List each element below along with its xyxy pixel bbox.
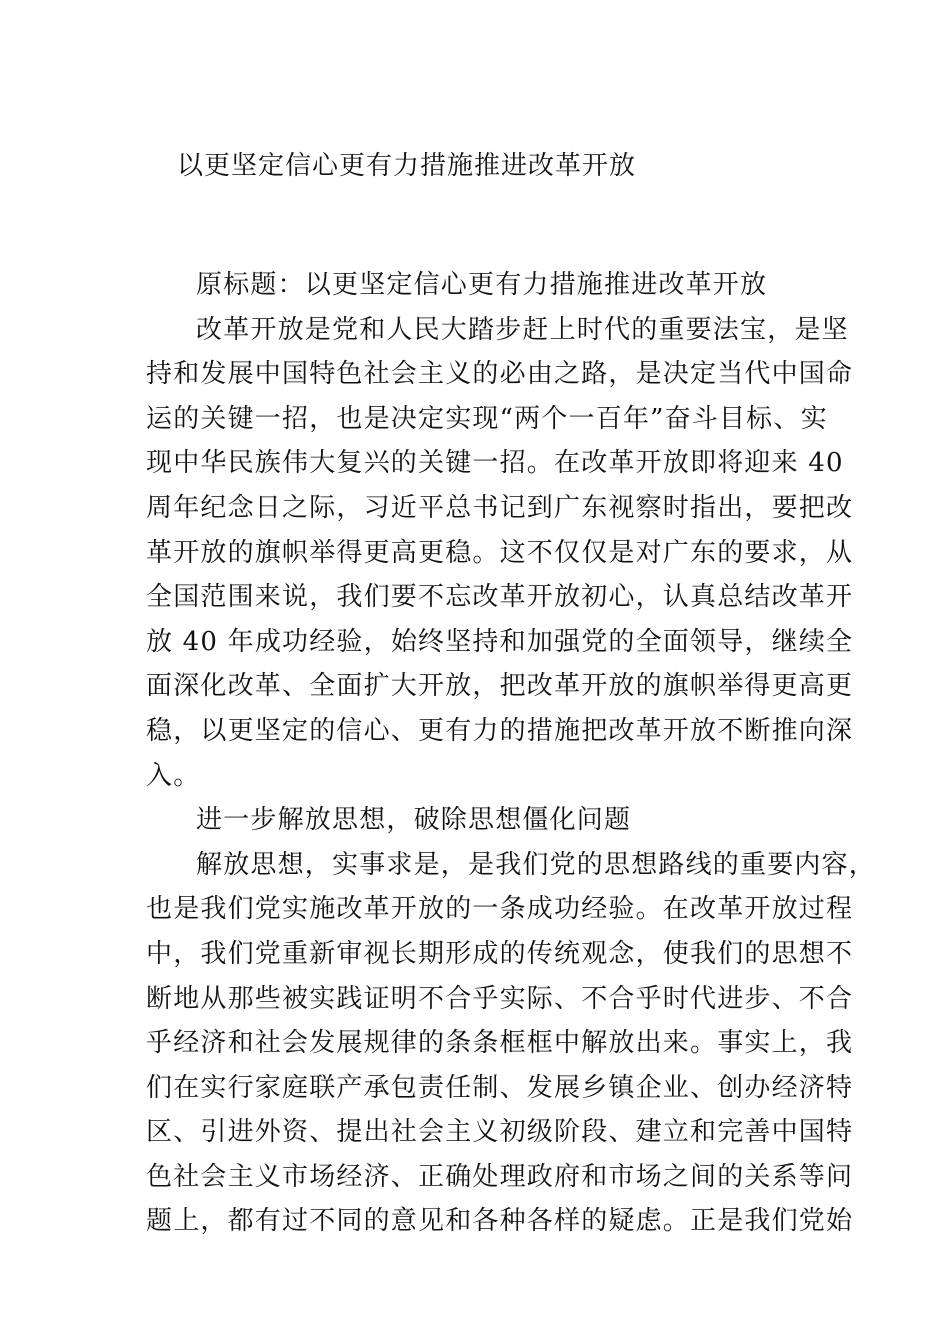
text-line: 题上，都有过不同的意见和各种各样的疑虑。正是我们党始 bbox=[146, 1206, 854, 1237]
text-line: 放 40 年成功经验，始终坚持和加强党的全面领导，继续全 bbox=[146, 626, 854, 657]
text-line: 中，我们党重新审视长期形成的传统观念，使我们的思想不 bbox=[146, 938, 854, 969]
text-line: 入。 bbox=[146, 760, 201, 791]
text-line: 色社会主义市场经济、正确处理政府和市场之间的关系等问 bbox=[146, 1161, 854, 1192]
text-line: 断地从那些被实践证明不合乎实际、不合乎时代进步、不合 bbox=[146, 983, 854, 1014]
text-line: 全国范围来说，我们要不忘改革开放初心，认真总结改革开 bbox=[146, 582, 854, 613]
text-line: 周年纪念日之际，习近平总书记到广东视察时指出，要把改 bbox=[146, 492, 854, 523]
text-line: 原标题：以更坚定信心更有力措施推进改革开放 bbox=[196, 270, 768, 300]
text-line: 进一步解放思想，破除思想僵化问题 bbox=[196, 805, 632, 836]
paragraph-section-1 bbox=[146, 843, 877, 1244]
text-line: 乎经济和社会发展规律的条条框框中解放出来。事实上，我 bbox=[146, 1028, 854, 1059]
paragraph-original-title bbox=[146, 263, 826, 308]
text-line: 稳，以更坚定的信心、更有力的措施把改革开放不断推向深 bbox=[146, 715, 854, 746]
text-line: 革开放的旗帜举得更高更稳。这不仅仅是对广东的要求，从 bbox=[146, 537, 854, 568]
text-line: 也是我们党实施改革开放的一条成功经验。在改革开放过程 bbox=[146, 894, 854, 925]
text-line: 改革开放是党和人民大踏步赶上时代的重要法宝，是坚 bbox=[196, 314, 849, 345]
document-body bbox=[146, 263, 877, 1244]
text-line: 解放思想，实事求是，是我们党的思想路线的重要内容， bbox=[196, 849, 877, 880]
text-line: 们在实行家庭联产承包责任制、发展乡镇企业、创办经济特 bbox=[146, 1072, 854, 1103]
text-line: 面深化改革、全面扩大开放，把改革开放的旗帜举得更高更 bbox=[146, 671, 854, 702]
text-line: 运的关键一招，也是决定实现“两个一百年”奋斗目标、实 bbox=[146, 403, 828, 434]
text-line: 持和发展中国特色社会主义的必由之路，是决定当代中国命 bbox=[146, 359, 854, 390]
text-line: 区、引进外资、提出社会主义初级阶段、建立和完善中国特 bbox=[146, 1117, 854, 1148]
text-line: 现中华民族伟大复兴的关键一招。在改革开放即将迎来 40 bbox=[146, 448, 844, 479]
section-heading bbox=[146, 798, 826, 843]
paragraph-intro bbox=[146, 308, 854, 799]
document-title: 以更坚定信心更有力措施推进改革开放 bbox=[177, 151, 637, 181]
